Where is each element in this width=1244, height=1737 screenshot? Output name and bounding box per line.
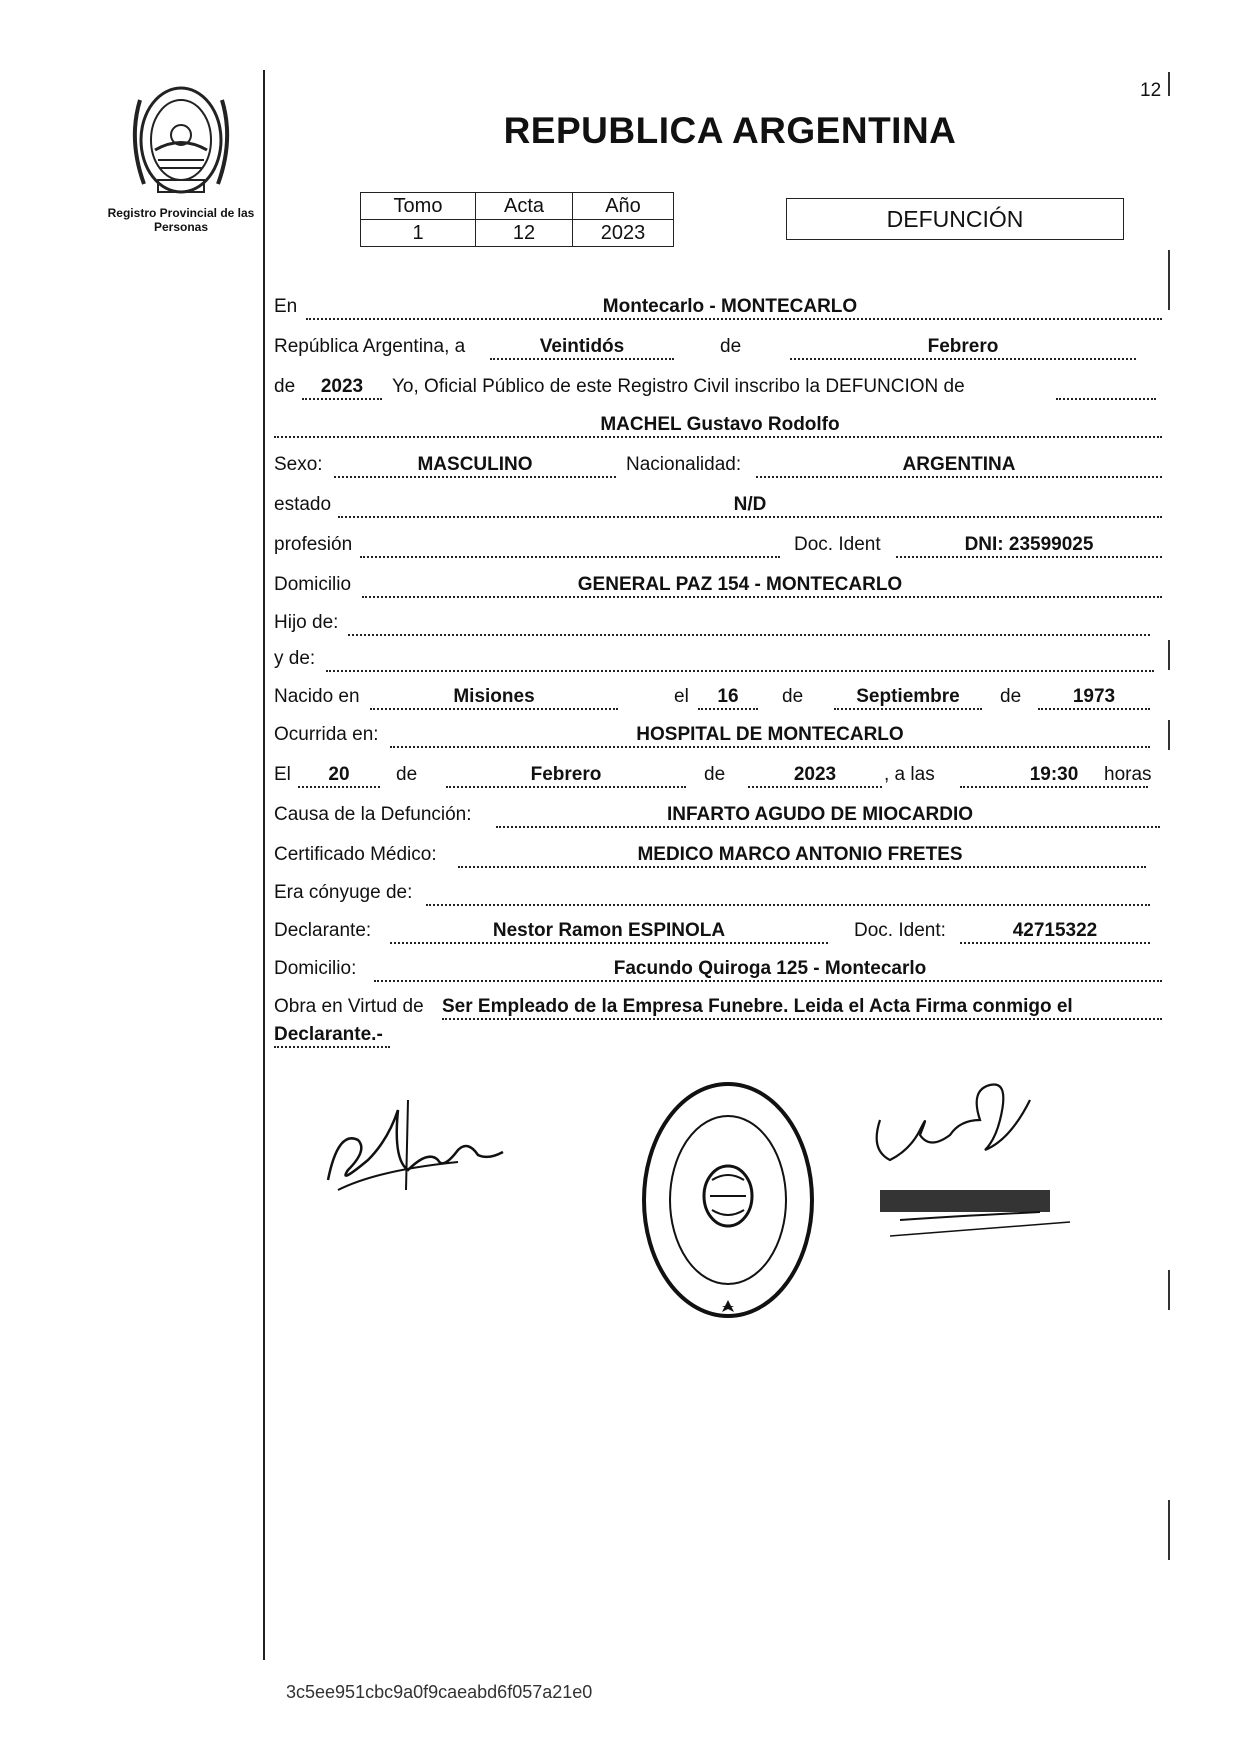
- dots: [348, 634, 1150, 636]
- row-domicilio: [270, 566, 1166, 600]
- sexo-label: Sexo:: [274, 454, 323, 475]
- dots: [362, 596, 1162, 598]
- reference-table: [360, 192, 674, 247]
- obra-value-2: Declarante.-: [274, 1024, 383, 1045]
- dots: [426, 904, 1150, 906]
- row-name: [270, 406, 1166, 440]
- page-title: REPUBLICA ARGENTINA: [503, 110, 957, 151]
- doc-value: DNI: 23599025: [964, 534, 1094, 555]
- official-signature-icon: [860, 1080, 1100, 1250]
- dots: [360, 556, 780, 558]
- dots: [1056, 398, 1156, 400]
- obra-value: Ser Empleado de la Empresa Funebre. Leida el Acta Firma conmigo el: [442, 996, 1073, 1017]
- obra-label: Obra en Virtud de: [274, 996, 424, 1017]
- nac-label: Nacionalidad:: [626, 454, 742, 475]
- dots: [370, 708, 618, 710]
- de-label: de: [720, 336, 742, 357]
- dots: [306, 318, 1162, 320]
- ocurrida-value: HOSPITAL DE MONTECARLO: [636, 724, 904, 745]
- edge-mark: [1168, 72, 1170, 96]
- dots: [834, 708, 982, 710]
- dots: [274, 1046, 390, 1048]
- ano-header: Año: [573, 193, 674, 220]
- row-profesion: [270, 526, 1166, 560]
- nacido-label: Nacido en: [274, 686, 360, 707]
- death-month: Febrero: [530, 764, 602, 785]
- tomo-value: 1: [361, 220, 476, 247]
- row-conyuge: [270, 874, 1166, 908]
- death-year: 2023: [793, 764, 837, 785]
- edge-mark: [1168, 250, 1170, 310]
- row-sex: [270, 446, 1166, 480]
- dots: [334, 476, 616, 478]
- dots: [756, 476, 1162, 478]
- declarante-value: Nestor Ramon ESPINOLA: [492, 920, 726, 941]
- birth-day: 16: [717, 686, 739, 707]
- de3-label: de: [782, 686, 804, 707]
- province-emblem-icon: [120, 80, 242, 200]
- declarant-signature-icon: [318, 1090, 508, 1210]
- row-hijo: [270, 604, 1166, 638]
- alas-label: , a las: [884, 764, 935, 785]
- dots: [790, 358, 1136, 360]
- dots: [302, 398, 382, 400]
- domicilio-label: Domicilio: [274, 574, 352, 595]
- de2-label: de: [274, 376, 296, 397]
- registry-name: Registro Provincial de las Personas: [107, 206, 255, 234]
- year-value: 2023: [320, 376, 364, 397]
- dom2-value: Facundo Quiroga 125 - Montecarlo: [613, 958, 927, 979]
- dots: [446, 786, 686, 788]
- yde-label: y de:: [274, 648, 316, 669]
- el-label: el: [674, 686, 689, 707]
- de5-label: de: [396, 764, 418, 785]
- dots: [274, 436, 1162, 438]
- margin-line: [263, 70, 265, 1660]
- horas-label: horas: [1104, 764, 1152, 785]
- death-time: 19:30: [1029, 764, 1079, 785]
- causa-label: Causa de la Defunción:: [274, 804, 472, 825]
- dots: [960, 942, 1150, 944]
- dots: [748, 786, 882, 788]
- dots: [496, 826, 1160, 828]
- de6-label: de: [704, 764, 726, 785]
- rep-label: República Argentina, a: [274, 336, 466, 357]
- dots: [896, 556, 1162, 558]
- edge-mark: [1168, 640, 1170, 670]
- act-type-box: DEFUNCIÓN: [786, 198, 1124, 240]
- row-yde: [270, 640, 1166, 674]
- dots: [326, 670, 1154, 672]
- month-value: Febrero: [927, 336, 999, 357]
- deceased-name: MACHEL Gustavo Rodolfo: [600, 414, 840, 435]
- dots: [698, 708, 758, 710]
- row-nacido: [270, 678, 1166, 712]
- ocurrida-label: Ocurrida en:: [274, 724, 379, 745]
- dots: [1038, 708, 1150, 710]
- row-domicilio-declarante: [270, 950, 1166, 984]
- edge-mark: [1168, 1270, 1170, 1310]
- profesion-label: profesión: [274, 534, 353, 555]
- en-label: En: [274, 296, 298, 317]
- ano-value: 2023: [573, 220, 674, 247]
- place-value: Montecarlo - MONTECARLO: [602, 296, 858, 317]
- dots: [390, 942, 828, 944]
- acta-value: 12: [476, 220, 573, 247]
- estado-value: N/D: [733, 494, 767, 515]
- row-estado: [270, 486, 1166, 520]
- dots: [490, 358, 674, 360]
- doc2-value: 42715322: [1012, 920, 1098, 941]
- domicilio-value: GENERAL PAZ 154 - MONTECARLO: [577, 574, 903, 595]
- el2-label: El: [274, 764, 291, 785]
- doc2-label: Doc. Ident:: [854, 920, 946, 941]
- dots: [374, 980, 1162, 982]
- document-hash: 3c5ee951cbc9a0f9caeabd6f057a21e0: [286, 1682, 593, 1702]
- de4-label: de: [1000, 686, 1022, 707]
- cert-value: MEDICO MARCO ANTONIO FRETES: [637, 844, 963, 865]
- row-certificado: [270, 836, 1166, 870]
- hijo-label: Hijo de:: [274, 612, 339, 633]
- cert-label: Certificado Médico:: [274, 844, 437, 865]
- registry-seal-icon: [640, 1080, 816, 1320]
- declarante-label: Declarante:: [274, 920, 372, 941]
- death-day: 20: [328, 764, 350, 785]
- edge-mark: [1168, 1500, 1170, 1560]
- birth-year: 1973: [1072, 686, 1116, 707]
- nac-value: ARGENTINA: [902, 454, 1016, 475]
- row-place: [270, 288, 1166, 322]
- row-declarante: [270, 912, 1166, 946]
- page-number: 12: [1140, 80, 1162, 101]
- birth-month: Septiembre: [856, 686, 960, 707]
- day-value: Veintidós: [539, 336, 625, 357]
- tomo-header: Tomo: [361, 193, 476, 220]
- conyuge-label: Era cónyuge de:: [274, 882, 413, 903]
- doc-label: Doc. Ident: [794, 534, 881, 555]
- row-death-date: [270, 756, 1166, 790]
- dots: [960, 786, 1148, 788]
- acta-header: Acta: [476, 193, 573, 220]
- row-ocurrida: [270, 716, 1166, 750]
- row-causa: [270, 796, 1166, 830]
- row-date: [270, 328, 1166, 362]
- sexo-value: MASCULINO: [417, 454, 533, 475]
- yo-text: Yo, Oficial Público de este Registro Civil inscribo la DEFUNCION de: [392, 376, 965, 397]
- dots: [338, 516, 1162, 518]
- dots: [458, 866, 1146, 868]
- row-year: [270, 368, 1166, 402]
- dots: [298, 786, 380, 788]
- edge-mark: [1168, 720, 1170, 750]
- estado-label: estado: [274, 494, 332, 515]
- causa-value: INFARTO AGUDO DE MIOCARDIO: [666, 804, 974, 825]
- dom2-label: Domicilio:: [274, 958, 357, 979]
- row-obra-2: [270, 1016, 1166, 1050]
- dots: [390, 746, 1150, 748]
- nacido-value: Misiones: [453, 686, 535, 707]
